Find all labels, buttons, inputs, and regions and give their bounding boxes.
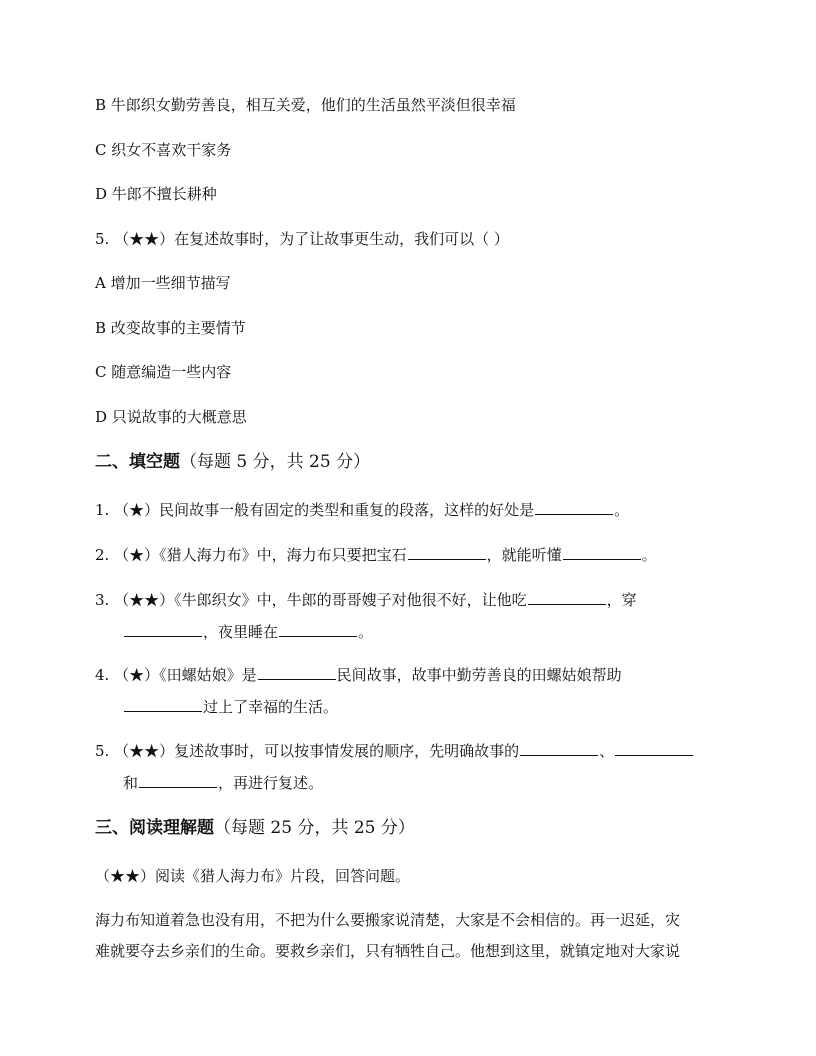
fill-item-2-mid: ，就能听懂 bbox=[486, 546, 562, 564]
section3-title: 三、阅读理解题 bbox=[95, 818, 214, 838]
fill-item-2-end: 。 bbox=[641, 546, 657, 564]
fill-item-2 bbox=[95, 545, 657, 565]
fill-item-3-text: 3. （★★）《牛郎织女》中，牛郎的哥哥嫂子对他很不好，让他吃 bbox=[95, 591, 527, 609]
section2-title: 二、填空题 bbox=[95, 452, 180, 472]
fill-item-4-line2 bbox=[123, 697, 338, 717]
passage-line-1: 海力布知道着急也没有用，不把为什么要搬家说清楚，大家是不会相信的。再一迟延，灾 bbox=[95, 911, 681, 929]
fill-item-3-end: 。 bbox=[358, 623, 374, 641]
q4-option-c: C 织女不喜欢干家务 bbox=[95, 141, 232, 159]
answer-blank[interactable] bbox=[528, 590, 606, 605]
fill-item-5-and: 和 bbox=[123, 774, 139, 792]
section2-note: （每题 5 分，共 25 分） bbox=[180, 452, 371, 472]
fill-item-4-end: 过上了幸福的生活。 bbox=[203, 698, 339, 716]
fill-item-5-line2 bbox=[123, 773, 323, 793]
fill-item-1 bbox=[95, 500, 629, 520]
answer-blank[interactable] bbox=[279, 622, 357, 637]
fill-item-3-mid2: ，夜里睡在 bbox=[203, 623, 279, 641]
fill-item-2-text: 2. （★）《猎人海力布》中，海力布只要把宝石 bbox=[95, 546, 407, 564]
fill-item-3-line1 bbox=[95, 590, 637, 610]
answer-blank[interactable] bbox=[258, 665, 336, 680]
section2-heading bbox=[95, 452, 370, 472]
fill-item-5-end: ，再进行复述。 bbox=[218, 774, 324, 792]
q4-option-b: B 牛郎织女勤劳善良，相互关爱，他们的生活虽然平淡但很幸福 bbox=[95, 96, 516, 114]
q5-stem: 5. （★★）在复述故事时，为了让故事更生动，我们可以（ ） bbox=[95, 230, 509, 248]
fill-item-5-line1 bbox=[95, 741, 694, 761]
q4-option-d: D 牛郎不擅长耕种 bbox=[95, 185, 217, 203]
fill-item-4-text: 4. （★）《田螺姑娘》是 bbox=[95, 666, 257, 684]
answer-blank[interactable] bbox=[124, 622, 202, 637]
reading-intro: （★★）阅读《猎人海力布》片段，回答问题。 bbox=[95, 867, 411, 885]
answer-blank[interactable] bbox=[563, 545, 641, 560]
fill-item-5-text: 5. （★★）复述故事时，可以按事情发展的顺序，先明确故事的 bbox=[95, 742, 520, 760]
answer-blank[interactable] bbox=[520, 741, 598, 756]
fill-item-1-end: 。 bbox=[614, 501, 630, 519]
fill-item-4-line1 bbox=[95, 665, 622, 685]
q5-option-c: C 随意编造一些内容 bbox=[95, 363, 232, 381]
section3-heading bbox=[95, 818, 415, 838]
answer-blank[interactable] bbox=[535, 500, 613, 515]
fill-item-4-mid: 民间故事，故事中勤劳善良的田螺姑娘帮助 bbox=[336, 666, 622, 684]
fill-item-3-line2 bbox=[123, 622, 373, 642]
answer-blank[interactable] bbox=[408, 545, 486, 560]
q5-option-d: D 只说故事的大概意思 bbox=[95, 408, 247, 426]
q5-option-b: B 改变故事的主要情节 bbox=[95, 319, 246, 337]
fill-item-3-mid: ，穿 bbox=[606, 591, 637, 609]
answer-blank[interactable] bbox=[615, 741, 693, 756]
section3-note: （每题 25 分，共 25 分） bbox=[214, 818, 415, 838]
passage-line-2: 难就要夺去乡亲们的生命。要救乡亲们，只有牺牲自己。他想到这里，就镇定地对大家说 bbox=[95, 942, 681, 960]
answer-blank[interactable] bbox=[124, 697, 202, 712]
answer-blank[interactable] bbox=[139, 773, 217, 788]
fill-item-1-text: 1. （★）民间故事一般有固定的类型和重复的段落，这样的好处是 bbox=[95, 501, 535, 519]
q5-option-a: A 增加一些细节描写 bbox=[95, 274, 231, 292]
fill-item-5-sep: 、 bbox=[599, 742, 615, 760]
